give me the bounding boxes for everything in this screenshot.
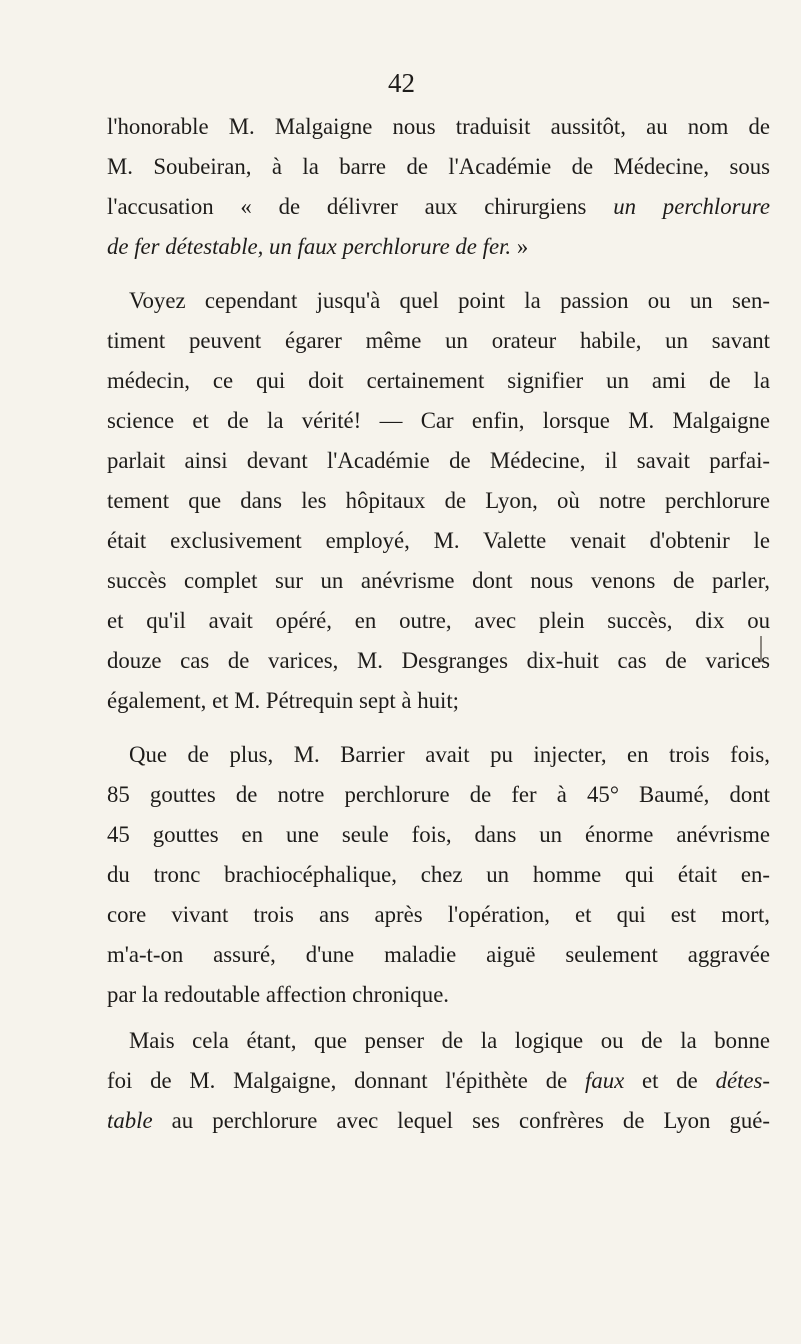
text-run: au perchlorure avec lequel ses confrères de Lyon gué-	[152, 1108, 770, 1133]
text-run: »	[511, 234, 529, 259]
text-line: douze cas de varices, M. Desgranges dix-huit cas de varices	[107, 648, 770, 673]
text-line: médecin, ce qui doit certainement signifier un ami de la	[107, 368, 770, 393]
text-line: succès complet sur un anévrisme dont nous venons de parler,	[107, 568, 770, 593]
text-line: Mais cela étant, que penser de la logique ou de la bonne	[129, 1028, 770, 1053]
text-run: l'accusation « de délivrer aux chirurgiens	[107, 194, 614, 219]
text-line	[107, 1101, 770, 1141]
text-run: foi de M. Malgaigne, donnant l'épithète de	[107, 1068, 585, 1093]
text-line: 85 gouttes de notre perchlorure de fer à 45° Baumé, dont	[107, 782, 770, 807]
text-line: Voyez cependant jusqu'à quel point la passion ou un sen-	[129, 288, 770, 313]
text-line	[107, 227, 770, 267]
italic-text: faux	[585, 1068, 625, 1093]
text-line: parlait ainsi devant l'Académie de Médecine, il savait parfai-	[107, 448, 770, 473]
italic-text: table	[107, 1108, 153, 1133]
italic-text: détes-	[715, 1068, 770, 1093]
body-text	[107, 107, 770, 1141]
paragraph-1	[107, 107, 770, 267]
text-line: M. Soubeiran, à la barre de l'Académie de Médecine, sous	[107, 154, 770, 179]
text-line: m'a-t-on assuré, d'une maladie aiguë seulement aggravée	[107, 942, 770, 967]
text-line: timent peuvent égarer même un orateur habile, un savant	[107, 328, 770, 353]
text-line: du tronc brachiocéphalique, chez un homme qui était en-	[107, 862, 770, 887]
text-line: était exclusivement employé, M. Valette venait d'obtenir le	[107, 528, 770, 553]
text-line: l'honorable M. Malgaigne nous traduisit aussitôt, au nom de	[107, 114, 770, 139]
text-line: science et de la vérité! — Car enfin, lorsque M. Malgaigne	[107, 408, 770, 433]
text-line: tement que dans les hôpitaux de Lyon, où notre perchlorure	[107, 488, 770, 513]
text-line	[107, 1061, 770, 1101]
text-line	[107, 187, 770, 227]
text-line: par la redoutable affection chronique.	[107, 982, 450, 1007]
text-line: et qu'il avait opéré, en outre, avec plein succès, dix ou	[107, 608, 770, 633]
text-line: Que de plus, M. Barrier avait pu injecter, en trois fois,	[129, 742, 770, 767]
paragraph-4	[107, 1021, 770, 1141]
paragraph-3	[107, 735, 770, 1015]
italic-text: un perchlorure	[613, 194, 770, 219]
text-line: également, et M. Pétrequin sept à huit;	[107, 688, 459, 713]
text-line: core vivant trois ans après l'opération, et qui est mort,	[107, 902, 770, 927]
text-run: et de	[624, 1068, 716, 1093]
paragraph-2	[107, 281, 770, 721]
page-number: 42	[388, 68, 415, 98]
italic-text: de fer détestable, un faux perchlorure de fer.	[107, 234, 512, 259]
text-line: 45 gouttes en une seule fois, dans un énorme anévrisme	[107, 822, 770, 847]
